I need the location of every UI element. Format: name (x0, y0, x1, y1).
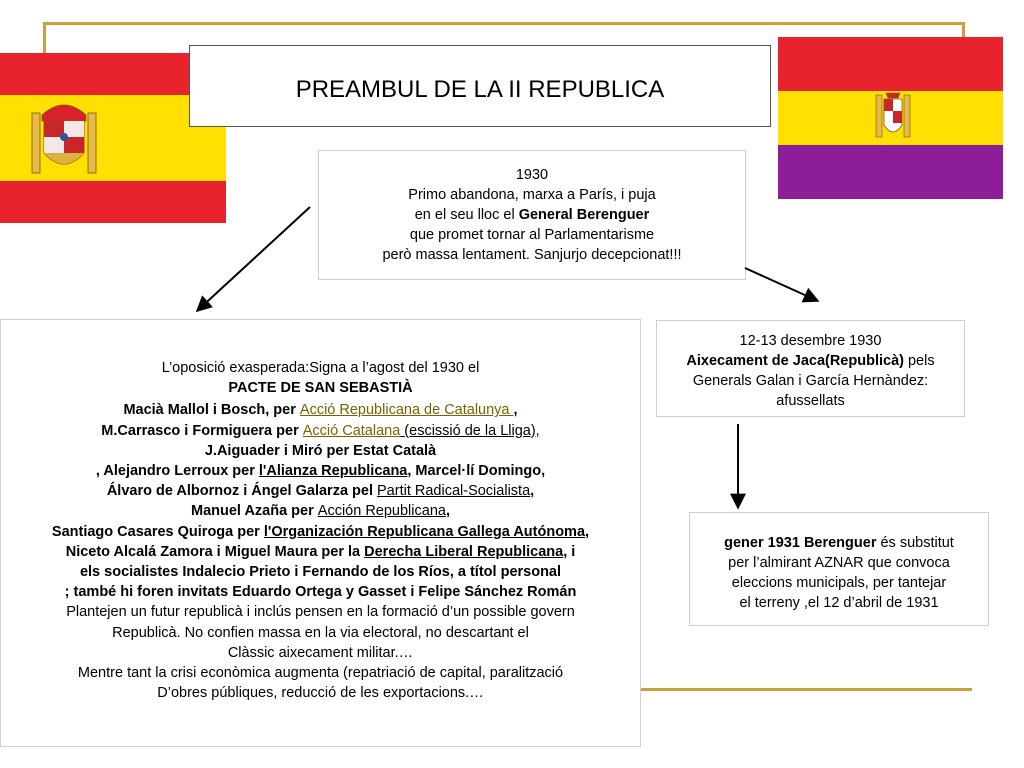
general-berenguer: General Berenguer (518, 207, 650, 223)
pacte-line-16: Mentre tant la crisi econòmica augmenta (repatriació de capital, paralització (77, 665, 564, 682)
box-1931-line-2: per l’almirant AZNAR que convoca (728, 555, 950, 571)
pacte-line-10 (1, 542, 640, 562)
pacte-line-6-suffix: , Marcel·lí Domingo, (407, 463, 546, 480)
pacte-line-12: ; també hi foren invitats Eduardo Ortega y Gasset i Felipe Sánchez Román (64, 584, 577, 601)
pacte-line-9 (1, 522, 640, 542)
box-1930-line-5: però massa lentament. Sanjurjo decepcionat!!! (382, 247, 682, 263)
pacte-line-14: Republicà. No confien massa en la via electoral, no descartant el (112, 624, 529, 641)
box-1931-line-1 (690, 533, 988, 553)
pacte-line-11: els socialistes Indalecio Prieto i Fernando de los Ríos, a títol personal (79, 564, 562, 581)
link-accio-republicana-catalunya[interactable]: Acció Republicana de Catalunya (299, 402, 514, 419)
box-jaca (656, 320, 965, 417)
pacte-line-13: Plantejen un futur republicà i inclús pensen en la formació d’un possible govern (66, 604, 575, 621)
page-title: PREAMBUL DE LA II REPUBLICA (295, 76, 665, 103)
box-jaca-line-2 (657, 351, 964, 371)
pacte-line-4-suffix: (escissió de la Lliga), (400, 422, 540, 439)
gener-1931-berenguer: gener 1931 Berenguer (724, 535, 877, 551)
organizacion-republicana-gallega: l'Organización Republicana Gallega Autónoma (263, 523, 586, 540)
arrow-to-jaca (745, 268, 818, 301)
pacte-heading: PACTE DE SAN SEBASTIÀ (228, 380, 413, 397)
box-1931 (689, 512, 989, 626)
republican-flag (778, 37, 1003, 199)
box-jaca-line-4: afussellats (776, 393, 845, 409)
box-1930-line-3 (319, 205, 745, 225)
pacte-line-9-text: Santiago Casares Quiroga per (51, 523, 264, 540)
pacte-line-3-text: Macià Mallol i Bosch, per (123, 402, 300, 419)
accion-republicana: Acción Republicana (317, 503, 446, 520)
box-jaca-line-1: 12-13 desembre 1930 (739, 333, 882, 349)
link-accio-catalana[interactable]: Acció Catalana (302, 422, 401, 439)
pacte-line-3-comma: , (513, 402, 518, 419)
pacte-line-10-text: Niceto Alcalá Zamora i Miguel Maura per la (65, 543, 365, 560)
box-jaca-line-2-text: pels (903, 353, 935, 369)
box-1930 (318, 150, 746, 280)
box-1930-line-3-text: en el seu lloc el (414, 207, 519, 223)
pacte-line-15: Clàssic aixecament militar.… (227, 644, 414, 661)
pacte-line-17: D’obres públiques, reducció de les exportacions.… (157, 685, 484, 702)
pacte-line-1: L’oposició exasperada:Signa a l’agost del 1930 el (161, 360, 480, 376)
box-1931-line-1-text: és substitut (876, 535, 954, 551)
gold-line-bottom (640, 688, 972, 691)
box-1930-line-2: Primo abandona, marxa a París, i puja (408, 187, 656, 203)
box-jaca-line-3: Generals Galan i García Hernàndez: (692, 373, 929, 389)
pacte-line-5: J.Aiguader i Miró per Estat Català (204, 442, 437, 459)
pacte-line-4-text: M.Carrasco i Formiguera per (101, 422, 303, 439)
alianza-republicana: l'Alianza Republicana (258, 463, 408, 480)
title-box (189, 45, 771, 127)
pacte-line-6-text: , Alejandro Lerroux per (95, 463, 259, 480)
pacte-line-7 (1, 481, 640, 501)
pacte-line-10-suffix: , i (563, 543, 576, 560)
pacte-line-6 (1, 461, 640, 481)
box-1931-line-4: el terreny ,el 12 d’abril de 1931 (739, 595, 939, 611)
box-pacte-san-sebastia (0, 319, 641, 747)
pacte-line-4 (1, 421, 640, 441)
pacte-line-7-comma: , (530, 483, 535, 500)
box-1930-line-1: 1930 (515, 167, 549, 183)
gold-line-top (43, 22, 965, 25)
pacte-line-8-comma: , (445, 503, 450, 520)
pacte-line-8 (1, 501, 640, 521)
aixecament-jaca: Aixecament de Jaca(Republicà) (686, 353, 904, 369)
pacte-line-9-comma: , (585, 523, 590, 540)
box-1931-line-3: eleccions municipals, per tantejar (731, 575, 947, 591)
pacte-line-3 (1, 400, 640, 420)
box-1930-line-4: que promet tornar al Parlamentarisme (409, 227, 655, 243)
pacte-line-7-text: Álvaro de Albornoz i Ángel Galarza pel (106, 483, 378, 500)
derecha-liberal-republicana: Derecha Liberal Republicana (364, 543, 564, 560)
pacte-line-8-text: Manuel Azaña per (191, 503, 318, 520)
partit-radical-socialista: Partit Radical-Socialista (377, 483, 531, 500)
